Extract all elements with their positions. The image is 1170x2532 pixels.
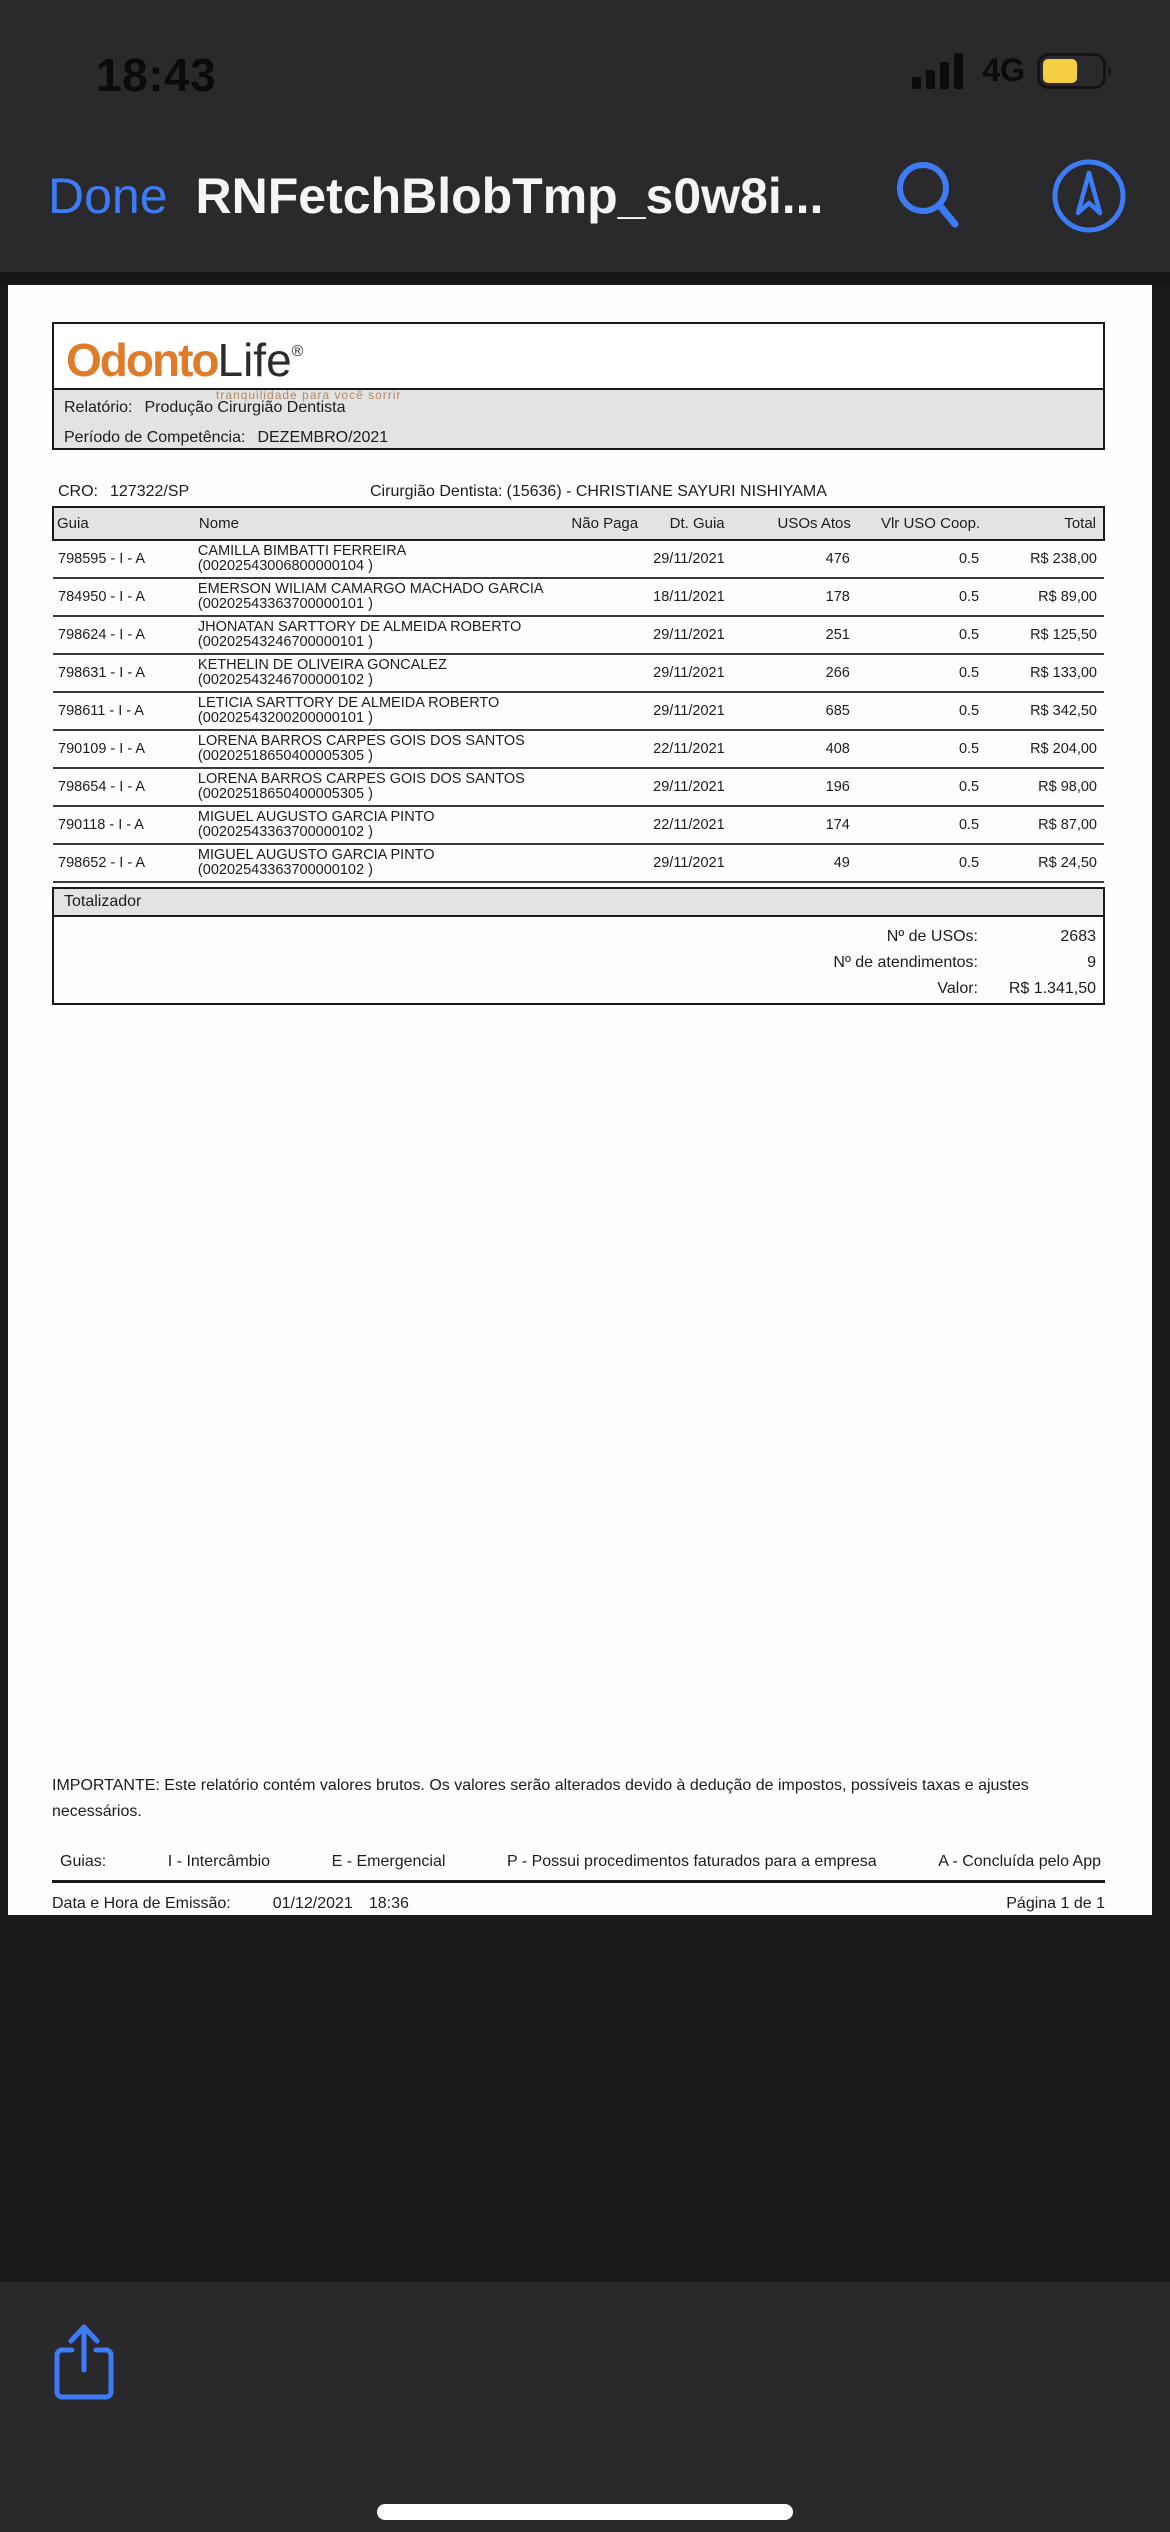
dt-guia-cell: 18/11/2021 [653, 588, 725, 605]
logo-box [52, 322, 1105, 402]
production-table [52, 506, 1105, 883]
patient-code: (00202543246700000101 ) [197, 634, 373, 650]
legend-label: Guias: [60, 1853, 107, 1870]
patient-code: (00202543200200000101 ) [197, 710, 373, 726]
patient-code: (00202543363700000102 ) [197, 824, 373, 840]
nav-bar [0, 130, 1170, 272]
dentist-group [370, 483, 827, 501]
nome-cell [196, 654, 570, 692]
logo-brand-second: Life [217, 334, 292, 386]
usos-atos-cell: 49 [833, 854, 850, 871]
period-row [64, 429, 1103, 451]
patient-code: (00202543363700000102 ) [197, 862, 373, 878]
patient-code: (00202518650400005305 ) [197, 748, 373, 764]
table-row [53, 616, 1104, 654]
table-row [53, 540, 1104, 578]
totals-value: 9 [1087, 954, 1096, 971]
period-value: DEZEMBRO/2021 [257, 429, 389, 446]
cro-label: CRO: [58, 483, 98, 500]
table-header-row [53, 507, 1104, 540]
nao-paga-cell [570, 578, 639, 616]
vlr-uso-cell: 0.5 [958, 664, 980, 681]
nome-cell: CAMILLA BIMBATTI FERREIRA (00202543006800000104 ) [197, 543, 406, 574]
total-cell: R$ 125,50 [1030, 626, 1097, 643]
nome-cell [196, 768, 570, 806]
emission-label: Data e Hora de Emissão: [52, 1895, 231, 1912]
total-cell: R$ 87,00 [1038, 816, 1097, 833]
guia-cell: 790118 - I - A [58, 816, 144, 833]
search-button[interactable] [888, 155, 970, 237]
vlr-uso-cell: 0.5 [958, 740, 980, 757]
vlr-uso-cell: 0.5 [958, 626, 980, 643]
cro-value: 127322/SP [110, 483, 190, 500]
registered-mark: ® [291, 343, 304, 360]
vlr-uso-cell: 0.5 [958, 854, 980, 871]
totals-value: R$ 1.341,50 [1008, 980, 1096, 997]
guia-cell: 798611 - I - A [58, 702, 144, 719]
nao-paga-cell [570, 616, 639, 654]
patient-code: (00202543246700000102 ) [197, 672, 373, 688]
totalizador-title: Totalizador [64, 893, 142, 910]
nome-cell [196, 692, 570, 730]
usos-atos-cell: 251 [825, 626, 850, 643]
total-cell: R$ 133,00 [1030, 664, 1097, 681]
nao-paga-cell [570, 768, 639, 806]
status-right-cluster [912, 52, 1115, 89]
patient-code: (00202518650400005305 ) [197, 786, 373, 802]
patient-name: LORENA BARROS CARPES GOIS DOS SANTOS [197, 733, 525, 749]
totals-label: Valor: [937, 980, 978, 997]
guia-cell: 790109 - I - A [58, 740, 146, 757]
legend-item: E - Emergencial [331, 1853, 446, 1870]
total-cell: R$ 342,50 [1030, 702, 1097, 719]
important-note: IMPORTANTE: Este relatório contém valores brutos. Os valores serão alterados devido à dedução de impostos, possíveis taxas e ajustes necessários. [52, 1777, 1029, 1820]
logo-tagline: tranquilidade para você sorrir [216, 388, 402, 402]
col-header-usos-atos: USOs Atos [727, 507, 855, 540]
patient-name: MIGUEL AUGUSTO GARCIA PINTO [197, 847, 435, 863]
emission-date: 01/12/2021 [272, 1895, 353, 1912]
bottom-toolbar [0, 2282, 1170, 2532]
guia-cell: 798624 - I - A [58, 626, 146, 643]
patient-code: (00202543363700000101 ) [197, 596, 373, 612]
dt-guia-cell: 29/11/2021 [653, 854, 725, 871]
nome-cell [196, 806, 570, 844]
table-row [53, 654, 1104, 692]
vlr-uso-cell: 0.5 [958, 816, 980, 833]
patient-name: EMERSON WILIAM CAMARGO MACHADO GARCIA [197, 581, 544, 597]
table-row [53, 578, 1104, 616]
col-header-total: Total [984, 507, 1104, 540]
totalizador-header [52, 887, 1105, 917]
vlr-uso-cell: 0.5 [958, 702, 980, 719]
status-time: 18:43 [96, 49, 217, 101]
guia-cell: 798652 - I - A [58, 854, 146, 871]
dentist-value: (15636) - CHRISTIANE SAYURI NISHIYAMA [506, 483, 827, 500]
odontolife-logo [66, 330, 1103, 394]
total-cell: R$ 24,50 [1038, 854, 1097, 871]
legend-item: A - Concluída pelo App [938, 1853, 1101, 1870]
dt-guia-cell: 29/11/2021 [653, 778, 725, 795]
emission-time: 18:36 [368, 1895, 409, 1912]
document-title: RNFetchBlobTmp_s0w8i... [195, 168, 824, 224]
dt-guia-cell: 29/11/2021 [653, 626, 725, 643]
page-number: Página 1 de 1 [1006, 1895, 1105, 1912]
nao-paga-cell [570, 844, 639, 882]
col-header-guia: Guia [53, 507, 196, 540]
usos-atos-cell: 685 [825, 702, 850, 719]
signal-bars-icon [912, 53, 970, 89]
table-row [53, 768, 1104, 806]
nome-cell [196, 730, 570, 768]
share-icon [50, 2322, 120, 2404]
totals-box [52, 917, 1105, 1005]
nao-paga-cell [570, 806, 639, 844]
total-cell: R$ 98,00 [1038, 778, 1097, 795]
guia-cell: 784950 - I - A [58, 588, 146, 605]
search-icon [891, 158, 967, 234]
dt-guia-cell: 22/11/2021 [653, 816, 725, 833]
usos-atos-cell: 408 [825, 740, 850, 757]
patient-name: JHONATAN SARTTORY DE ALMEIDA ROBERTO [197, 619, 522, 635]
usos-atos-cell: 174 [825, 816, 850, 833]
totals-line [54, 976, 1103, 1002]
dentist-label: Cirurgião Dentista: [370, 483, 503, 500]
legend-item: P - Possui procedimentos faturados para a empresa [506, 1853, 877, 1870]
vlr-uso-cell: 0.5 [958, 588, 980, 605]
nome-cell [196, 616, 570, 654]
dentist-info-row [52, 483, 1105, 501]
usos-atos-cell: 476 [825, 550, 850, 567]
col-header-nao-paga: Não Paga [570, 507, 639, 540]
nome-cell [196, 578, 570, 616]
markup-pen-icon [1048, 155, 1130, 237]
dt-guia-cell: 29/11/2021 [653, 664, 725, 681]
done-button[interactable]: Done [48, 168, 168, 224]
home-indicator[interactable] [377, 2504, 793, 2520]
table-row [53, 692, 1104, 730]
report-info-box [52, 390, 1105, 450]
total-cell: R$ 89,00 [1038, 588, 1097, 605]
logo-brand-first: Odonto [66, 334, 218, 386]
guia-cell: 798654 - I - A [58, 778, 146, 795]
markup-button[interactable] [1048, 155, 1130, 237]
guia-cell: 798631 - I - A [58, 664, 146, 681]
nome-cell [196, 844, 570, 882]
patient-name: LETICIA SARTTORY DE ALMEIDA ROBERTO [197, 695, 500, 711]
col-header-nome: Nome [196, 507, 570, 540]
nao-paga-cell [570, 654, 639, 692]
cro-group [58, 483, 370, 501]
usos-atos-cell: 266 [825, 664, 850, 681]
totals-line [54, 950, 1103, 976]
usos-atos-cell: 196 [825, 778, 850, 795]
total-cell: R$ 204,00 [1030, 740, 1097, 757]
pdf-page [8, 285, 1152, 1915]
legend-item: I - Intercâmbio [167, 1853, 271, 1870]
dt-guia-cell: 22/11/2021 [653, 740, 725, 757]
patient-name: LORENA BARROS CARPES GOIS DOS SANTOS [197, 771, 525, 787]
period-label: Período de Competência: [64, 429, 246, 446]
total-cell: R$ 238,00 [1030, 550, 1097, 567]
share-button[interactable] [50, 2322, 120, 2404]
report-value: Produção Cirurgião Dentista [144, 399, 346, 416]
totals-line [54, 924, 1103, 950]
network-type-label: 4G [982, 52, 1025, 88]
vlr-uso-cell: 0.5 [958, 550, 980, 567]
guia-cell: 798595 - I - A [58, 550, 146, 567]
nao-paga-cell [570, 540, 639, 578]
pdf-viewer-area[interactable] [0, 272, 1170, 2282]
dt-guia-cell: 29/11/2021 [653, 550, 725, 567]
guias-legend-row [52, 1853, 1105, 1871]
legend-divider [52, 1880, 1105, 1883]
patient-name: KETHELIN DE OLIVEIRA GONCALEZ [197, 657, 447, 673]
report-label: Relatório: [64, 399, 133, 416]
patient-name: MIGUEL AUGUSTO GARCIA PINTO [197, 809, 435, 825]
vlr-uso-cell: 0.5 [958, 778, 980, 795]
totals-label: Nº de atendimentos: [833, 954, 978, 971]
report-type-row [64, 399, 1103, 421]
report-table-body [53, 540, 1104, 882]
table-row [53, 730, 1104, 768]
status-bar [0, 0, 1170, 130]
emission-group [52, 1895, 409, 1913]
col-header-dt-guia: Dt. Guia [639, 507, 726, 540]
dt-guia-cell: 29/11/2021 [653, 702, 725, 719]
totals-value: 2683 [1060, 928, 1096, 945]
nao-paga-cell [570, 730, 639, 768]
table-row [53, 806, 1104, 844]
emission-row [52, 1895, 1105, 1913]
table-row [53, 844, 1104, 882]
usos-atos-cell: 178 [825, 588, 850, 605]
battery-icon [1037, 53, 1115, 89]
col-header-vlr-uso: Vlr USO Coop. [855, 507, 984, 540]
nao-paga-cell [570, 692, 639, 730]
totals-label: Nº de USOs: [886, 928, 978, 945]
